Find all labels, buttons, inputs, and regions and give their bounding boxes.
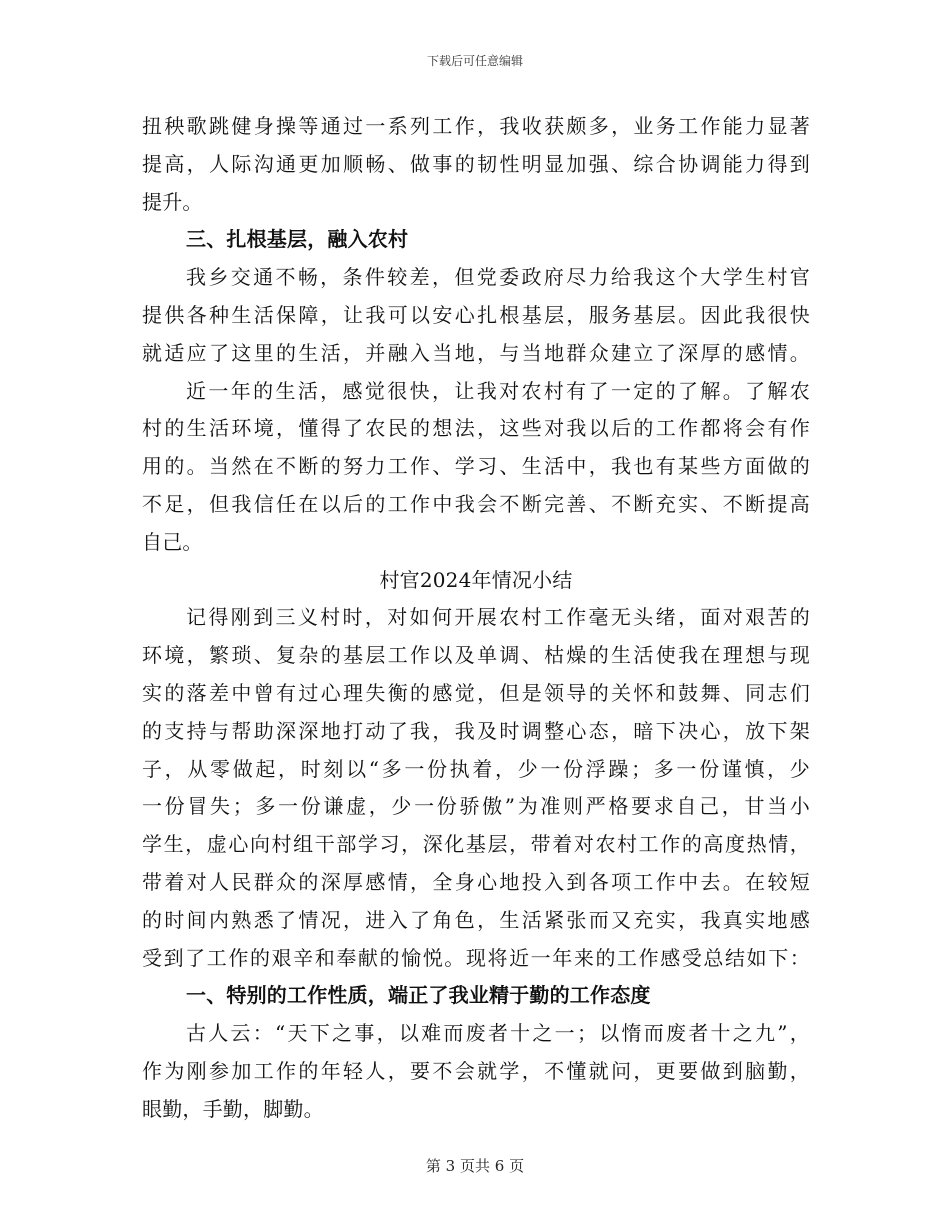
body-line: 眼勤，手勤，脚勤。 — [142, 1096, 324, 1121]
body-line: 自己。 — [142, 529, 203, 554]
body-line: 扭秧歌跳健身操等通过一系列工作，我收获颇多，业务工作能力显著 — [142, 114, 810, 138]
body-line: 的支持与帮助深深地打动了我，我及时调整心态，暗下决心，放下架 — [142, 718, 810, 743]
body-line: 用的。当然在不断的努力工作、学习、生活中，我也有某些方面做的 — [142, 454, 810, 479]
body-line: 学生，虚心向村组干部学习，深化基层，带着对农村工作的高度热情， — [142, 832, 810, 857]
body-line: 不足，但我信任在以后的工作中我会不断完善、不断充实、不断提高 — [142, 491, 810, 516]
body-line: 一份冒失；多一份谦虚，少一份骄傲”为准则严格要求自己，甘当小 — [142, 794, 810, 819]
body-line: 村的生活环境，懂得了农民的想法，这些对我以后的工作都将会有作 — [142, 416, 810, 441]
body-line: 记得刚到三义村时，对如何开展农村工作毫无头绪，面对艰苦的 — [186, 605, 810, 630]
body-line: 提升。 — [142, 189, 203, 214]
body-line: 带着对人民群众的深厚感情，全身心地投入到各项工作中去。在较短 — [142, 869, 810, 894]
body-line: 提高，人际沟通更加顺畅、做事的韧性明显加强、综合协调能力得到 — [142, 151, 810, 176]
document-body — [142, 108, 810, 1129]
body-line: 受到了工作的艰辛和奉献的愉悦。现将近一年来的工作感受总结如下： — [142, 945, 810, 970]
section-heading: 三、扎根基层，融入农村 — [186, 227, 409, 252]
section-heading: 一、特别的工作性质，端正了我业精于勤的工作态度 — [186, 983, 651, 1008]
body-line: 实的落差中曾有过心理失衡的感觉，但是领导的关怀和鼓舞、同志们 — [142, 680, 810, 705]
body-line: 的时间内熟悉了情况，进入了角色，生活紧张而又充实，我真实地感 — [142, 907, 810, 932]
body-line: 环境，繁琐、复杂的基层工作以及单调、枯燥的生活使我在理想与现 — [142, 643, 810, 668]
body-line: 近一年的生活，感觉很快，让我对农村有了一定的了解。了解农 — [186, 378, 810, 403]
body-line: 古人云：“天下之事，以难而废者十之一；以惰而废者十之九”， — [186, 1021, 810, 1046]
body-line: 作为刚参加工作的年轻人，要不会就学，不懂就问，更要做到脑勤， — [142, 1058, 810, 1083]
body-line: 我乡交通不畅，条件较差，但党委政府尽力给我这个大学生村官 — [186, 265, 810, 290]
body-line: 就适应了这里的生活，并融入当地，与当地群众建立了深厚的感情。 — [142, 340, 810, 365]
body-line: 子，从零做起，时刻以“多一份执着，少一份浮躁；多一份谨慎，少 — [142, 756, 810, 781]
page-header: 下载后可任意编辑 — [426, 54, 523, 68]
document-title: 村官2024年情况小结 — [379, 567, 573, 592]
body-line: 提供各种生活保障，让我可以安心扎根基层，服务基层。因此我很快 — [142, 302, 810, 327]
page-footer: 第 3 页共 6 页 — [425, 1157, 525, 1175]
